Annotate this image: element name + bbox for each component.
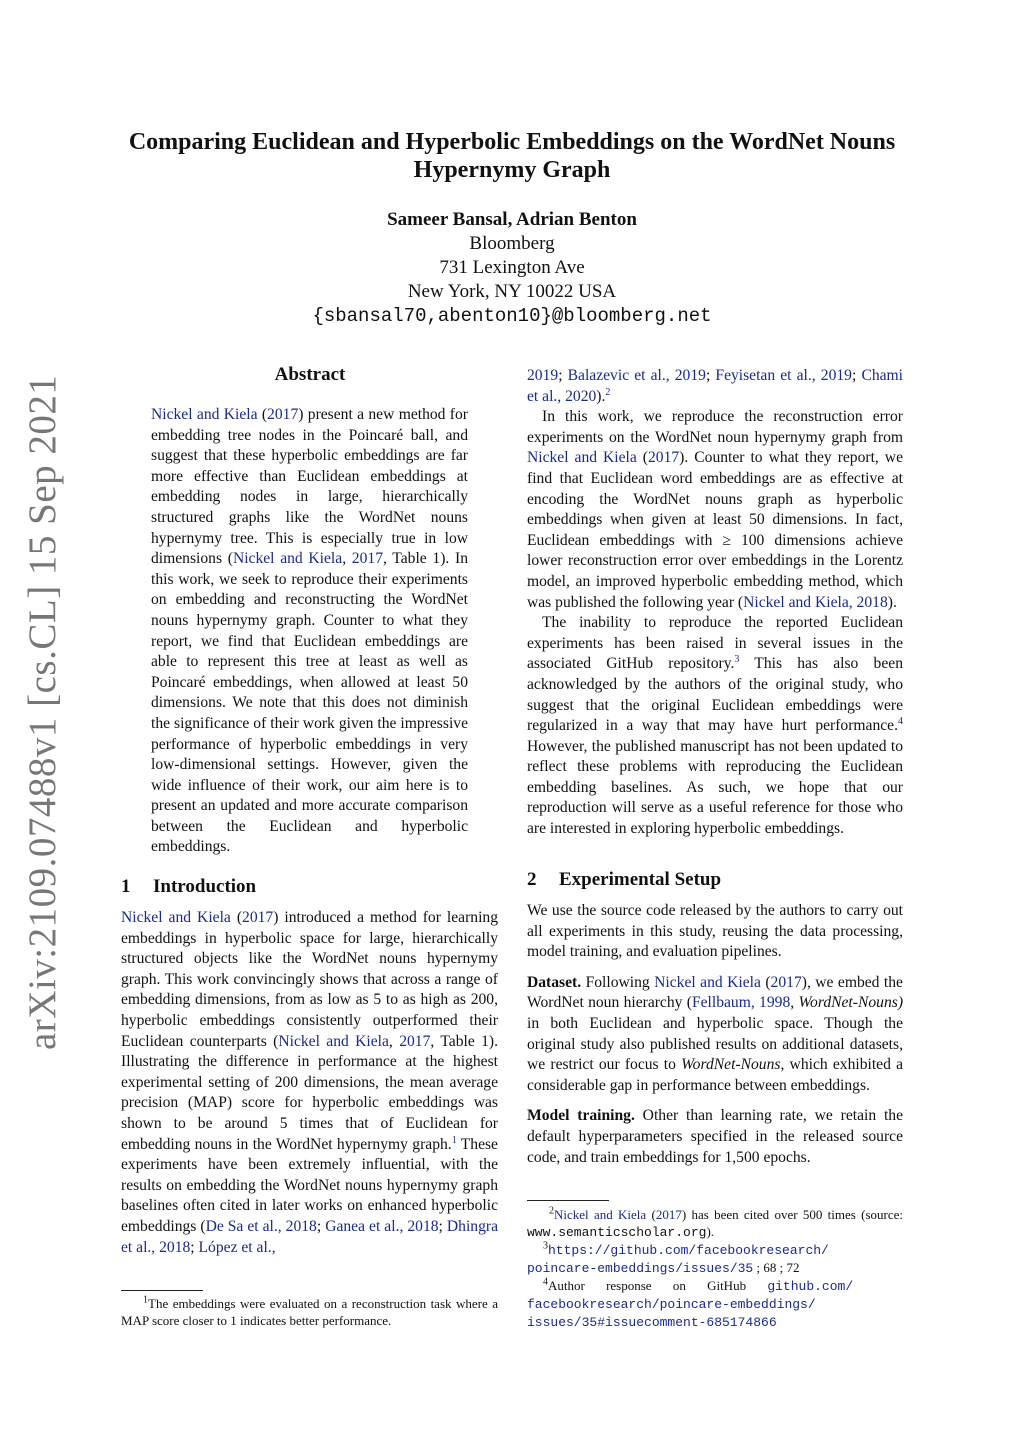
intro-citation-lopez[interactable]: López et al., — [198, 1238, 276, 1256]
footnote-3-marker[interactable]: 3 — [734, 654, 740, 666]
section-1-title: Introduction — [153, 876, 257, 897]
abstract-citation-link-2[interactable]: Nickel and Kiela — [232, 550, 343, 568]
footnote-2-url[interactable]: www.semanticscholar.org — [527, 1225, 707, 1240]
footnote-1-text: The embeddings were evaluated on a reconstruction task where a MAP score closer to 1 indicates better performance. — [121, 1296, 498, 1328]
intro-citation-year-link-2[interactable]: 2017 — [399, 1032, 431, 1050]
footnote-2: $^2$Nickel and Kiela (2017) has been cited over 500 times (source: www.semanticscholar.org). — [527, 1205, 903, 1240]
section-1-heading — [121, 876, 256, 898]
dataset-label: Dataset. — [527, 973, 582, 991]
abstract-heading: Abstract — [274, 364, 346, 385]
cont-citation-2019[interactable]: 2019 — [527, 367, 559, 384]
dataset-text-2: , we embed the WordNet noun hierarchy ( — [527, 973, 903, 1012]
dataset-name-italic-2: WordNet-Nouns — [681, 1056, 781, 1074]
footnote-1-number: 1 — [143, 1294, 148, 1306]
cont-citation-chami[interactable]: Chami et al., 2020 — [527, 367, 904, 405]
section-2-title: Experimental Setup — [559, 869, 722, 890]
author-affiliation: Bloomberg — [469, 233, 555, 254]
intro-text-3: These experiments have been extremely influential, with the results on embedding the WordNet nouns hypernymy graph baselines often cited in later works on enhanced hyperbolic embeddings ( — [121, 1135, 498, 1235]
reproduce-citation-year-link[interactable]: 2017 — [647, 449, 680, 467]
setup-intro: We use the source code released by the authors to carry out all experiments in this study, reusing the data processing, model training, and evaluation pipelines. — [527, 902, 903, 961]
abstract-citation-link[interactable]: Nickel and Kiela — [151, 406, 258, 423]
section-1-number: 1 — [121, 876, 131, 897]
reproduce-text-2: . Counter to what they report, we find that Euclidean word embeddings are as effective at encoding the WordNet nouns graph as hyperbolic embeddings when given at least 50 dimensions. In fact, Euclidean embeddings with ≥ 100 dimensions achieve lower reconstruction error over embeddings in the Lorentz model, an improved hyperbolic embedding method, which was published the following year ( — [527, 449, 903, 611]
intro-citation-link[interactable]: Nickel and Kiela — [121, 909, 231, 926]
footnote-2-citation-link[interactable]: Nickel and Kiela — [554, 1207, 647, 1222]
inability-text-2: This has also been acknowledged by the authors of the original study, who suggest that the original Euclidean embeddings were regularized in a way that may have hurt performance. — [527, 655, 903, 735]
reproduce-citation-link[interactable]: Nickel and Kiela — [527, 449, 637, 467]
footnote-4-number: 4 — [543, 1276, 548, 1288]
footnote-4 — [527, 1277, 903, 1331]
footnote-2-marker[interactable]: 2 — [605, 386, 611, 398]
footnote-3-url-line-2[interactable]: poincare-embeddings/issues/35 — [527, 1261, 754, 1276]
footnote-1 — [121, 1295, 498, 1329]
inability-text-1: The inability to reproduce the reported Euclidean experiments has been raised in several issues in the associated GitHub repository. — [527, 614, 903, 673]
footnotes-right — [527, 1206, 903, 1331]
reproduce-text-1: In this work, we reproduce the reconstruction error experiments on the WordNet noun hypernymy graph from — [527, 408, 903, 446]
introduction-body: Nickel and Kiela (2017) introduced a method for learning embeddings in hyperbolic space for large, hierarchically structured objects like the WordNet nouns hypernymy graph. This work convincingly shows that across a range of embedding dimensions, from as low as 5 to as high as 200, hyperbolic embeddings consistently outperformed their Euclidean counterparts (Nickel and Kiela, 2017, Table 1). Illustrating the difference in performance at the highest experimental setting of 200 dimensions, the mean average precision (MAP) score for hyperbolic embeddings was shown to be around 5 times that of Euclidean for embedding nouns in the WordNet hypernymy graph.$^1$ These experiments have been extremely influential, with the results on embedding the WordNet nouns hypernymy graph baselines often cited in later works on enhanced hyperbolic embeddings (De Sa et al., 2018; Ganea et al., 2018; Dhingra et al., 2018; López et al., — [121, 909, 499, 1256]
dataset-text-3: , — [790, 994, 799, 1012]
dataset-citation-year-link[interactable]: 2017 — [770, 973, 802, 991]
cont-citation-balazevic[interactable]: Balazevic et al., 2019 — [567, 367, 706, 384]
reproduce-citation-2018[interactable]: Nickel and Kiela, 2018 — [743, 593, 888, 611]
footnote-1-marker[interactable]: 1 — [451, 1134, 457, 1146]
dataset-text-1: Following — [581, 973, 655, 991]
abstract-citation-year-link[interactable]: 2017 — [267, 406, 299, 423]
intro-text-1: introduced a method for learning embeddings in hyperbolic space for large, hierarchically structured objects like the WordNet nouns hypernymy graph. This work convincingly shows that across a range of embedding dimensions, from as low as 5 to as high as 200, hyperbolic embeddings consistently outperformed their Euclidean counterparts ( — [121, 909, 498, 1050]
footnote-4-text: Author response on GitHub — [548, 1278, 768, 1293]
experimental-setup-body: We use the source code released by the authors to carry out all experiments in this study, reusing the data processing, model training, and evaluation pipelines. Dataset. Following Nickel and Kiela (2017), we embed the WordNet noun hierarchy (Fellbaum, 1998, WordNet-Nouns) in both Euclidean and hyperbolic space. Though the original study also published results on additional datasets, we restrict our focus to WordNet-Nouns, which exhibited a considerable gap in performance between embeddings. Model training. Other than learning rate, we retain the default hyperparameters specified in the released source code, and train embeddings for 1,500 epochs. — [527, 902, 904, 1166]
section-2-heading — [527, 869, 721, 891]
footnote-3-url-line-1[interactable]: https://github.com/facebookresearch/ — [548, 1243, 829, 1258]
footnote-3-end: ; 68 ; 72 — [753, 1260, 800, 1275]
intro-text-2: , Table 1). Illustrating the difference in performance at the highest experimental setting of 200 dimensions, the mean average precision (MAP) score for hyperbolic embeddings was shown to be around 5 times that of Euclidean for embedding nouns in the WordNet hypernymy graph. — [121, 1032, 499, 1153]
footnote-2-number: 2 — [549, 1205, 554, 1217]
intro-citation-dhingra[interactable]: Dhingra et al., 2018 — [121, 1217, 498, 1256]
intro-citation-link-2[interactable]: Nickel and Kiela — [278, 1032, 389, 1050]
author-names: Sameer Bansal, Adrian Benton — [387, 209, 637, 230]
author-email[interactable]: {sbansal70,abenton10}@bloomberg.net — [312, 305, 712, 327]
abstract-text-2: , Table 1). In this work, we seek to reproduce their experiments on embedding and reconstructing the WordNet nouns hypernymy graph. Counter to what they report, we find that Euclidean embeddings are able to represent this tree at least as well as Poincaré embeddings, when allowed at least 50 dimensions. We note that this does not diminish the significance of their work given the impressive performance of hyperbolic embeddings in very low-dimensional settings. However, given the wide influence of their work, our aim here is to present an updated and more accurate comparison between the Euclidean and hyperbolic embeddings. — [151, 550, 468, 856]
footnote-2-citation-year-link[interactable]: 2017 — [655, 1207, 682, 1222]
dataset-text-4: in both Euclidean and hyperbolic space. Though the original study also published results on additional datasets, we restrict our focus to — [527, 1014, 903, 1074]
right-column-body: 2019; Balazevic et al., 2019; Feyisetan et al., 2019; Chami et al., 2020).$^2$ In this work, we reproduce the reconstruction error experiments on the WordNet noun hypernymy graph from Nickel and Kiela (2017). Counter to what they report, we find that Euclidean word embeddings are as effective at encoding the WordNet nouns graph as hyperbolic embeddings when given at least 50 dimensions. In fact, Euclidean embeddings with ≥ 100 dimensions achieve lower reconstruction error over embeddings in the Lorentz model, an improved hyperbolic embedding method, which was published the following year (Nickel and Kiela, 2018). The inability to reproduce the reported Euclidean experiments has been raised in several issues in the associated GitHub repository.$^3$ This has also been acknowledged by the authors of the original study, who suggest that the original Euclidean embeddings were regularized in a way that may have hurt performance.$^4$ However, the published manuscript has not been updated to reflect these problems with reproducing the Euclidean embedding baselines. As such, we hope that our reproduction will serve as a useful reference for those who are interested in exploring hyperbolic embeddings. — [527, 367, 904, 838]
inability-text-3: However, the published manuscript has not been updated to reflect these problems with reproducing the Euclidean embedding baselines. As such, we hope that our reproduction will serve as a useful reference for those who are interested in exploring hyperbolic embeddings. — [527, 737, 903, 838]
footnote-rule-right — [527, 1200, 609, 1201]
footnote-3 — [527, 1241, 903, 1277]
arxiv-stamp: arXiv:2109.07488v1 [cs.CL] 15 Sep 2021 — [21, 374, 64, 1050]
footnote-4-url-line-2[interactable]: facebookresearch/poincare-embeddings/ — [527, 1297, 816, 1312]
dataset-citation-link[interactable]: Nickel and Kiela — [654, 973, 761, 991]
dataset-text-5: , which exhibited a considerable gap in performance between embeddings. — [527, 1056, 903, 1094]
footnote-4-marker[interactable]: 4 — [898, 715, 903, 727]
author-address-street: 731 Lexington Ave — [439, 257, 585, 278]
dataset-citation-fellbaum[interactable]: Fellbaum, 1998 — [691, 994, 791, 1012]
author-address-city: New York, NY 10022 USA — [407, 281, 617, 302]
intro-citation-ganea[interactable]: Ganea et al., 2018 — [325, 1217, 439, 1235]
dataset-name-italic: WordNet-Nouns) — [798, 994, 904, 1012]
abstract-citation-year-link-2[interactable]: 2017 — [351, 550, 383, 568]
footnote-2-text: has been cited over 500 times (source: — [686, 1207, 903, 1222]
footnote-4-url-line-1[interactable]: github.com/ — [767, 1279, 854, 1294]
footnote-4-url-line-3[interactable]: issues/35#issuecomment-685174866 — [527, 1315, 777, 1330]
footnote-3-number: 3 — [543, 1240, 548, 1252]
intro-citation-desa[interactable]: De Sa et al., 2018 — [205, 1217, 317, 1235]
abstract-body: Nickel and Kiela (2017) present a new method for embedding tree nodes in the Poincaré ball, and suggest that these hyperbolic embeddings are far more effective than Euclidean embeddings at embedding nodes in large, hierarchically structured graphs like the WordNet nouns hypernymy tree. This is especially true in low dimensions (Nickel and Kiela, 2017, Table 1). In this work, we seek to reproduce their experiments on embedding and reconstructing the WordNet nouns hypernymy graph. Counter to what they report, we find that Euclidean embeddings are able to represent this tree at least as well as Poincaré embeddings, when allowed at least 50 dimensions. We note that this does not diminish the significance of their work given the impressive performance of hyperbolic embeddings in very low-dimensional settings. However, given the wide influence of their work, our aim here is to present an updated and more accurate comparison between the Euclidean and hyperbolic embeddings. — [151, 406, 468, 856]
author-block — [200, 208, 824, 328]
model-training-text: Other than learning rate, we retain the default hyperparameters specified in the released source code, and train embeddings for 1,500 epochs. — [527, 1107, 903, 1166]
cont-citation-feyisetan[interactable]: Feyisetan et al., 2019 — [715, 367, 852, 384]
paper-title: Comparing Euclidean and Hyperbolic Embeddings on the WordNet Nouns Hypernymy Graph — [128, 129, 896, 183]
section-2-number: 2 — [527, 869, 537, 890]
footnote-2-end: ). — [706, 1224, 715, 1239]
reproduce-text-3: ). — [887, 593, 897, 611]
intro-citation-year-link[interactable]: 2017 — [242, 909, 274, 926]
abstract-text-1: present a new method for embedding tree nodes in the Poincaré ball, and suggest that these hyperbolic embeddings are far more effective than Euclidean embeddings at embedding nodes in large, hierarchically structured graphs like the WordNet nouns hypernymy tree. This is especially true in low dimensions ( — [151, 406, 468, 568]
model-training-label: Model training. — [527, 1107, 635, 1125]
footnote-rule-left — [121, 1290, 203, 1291]
